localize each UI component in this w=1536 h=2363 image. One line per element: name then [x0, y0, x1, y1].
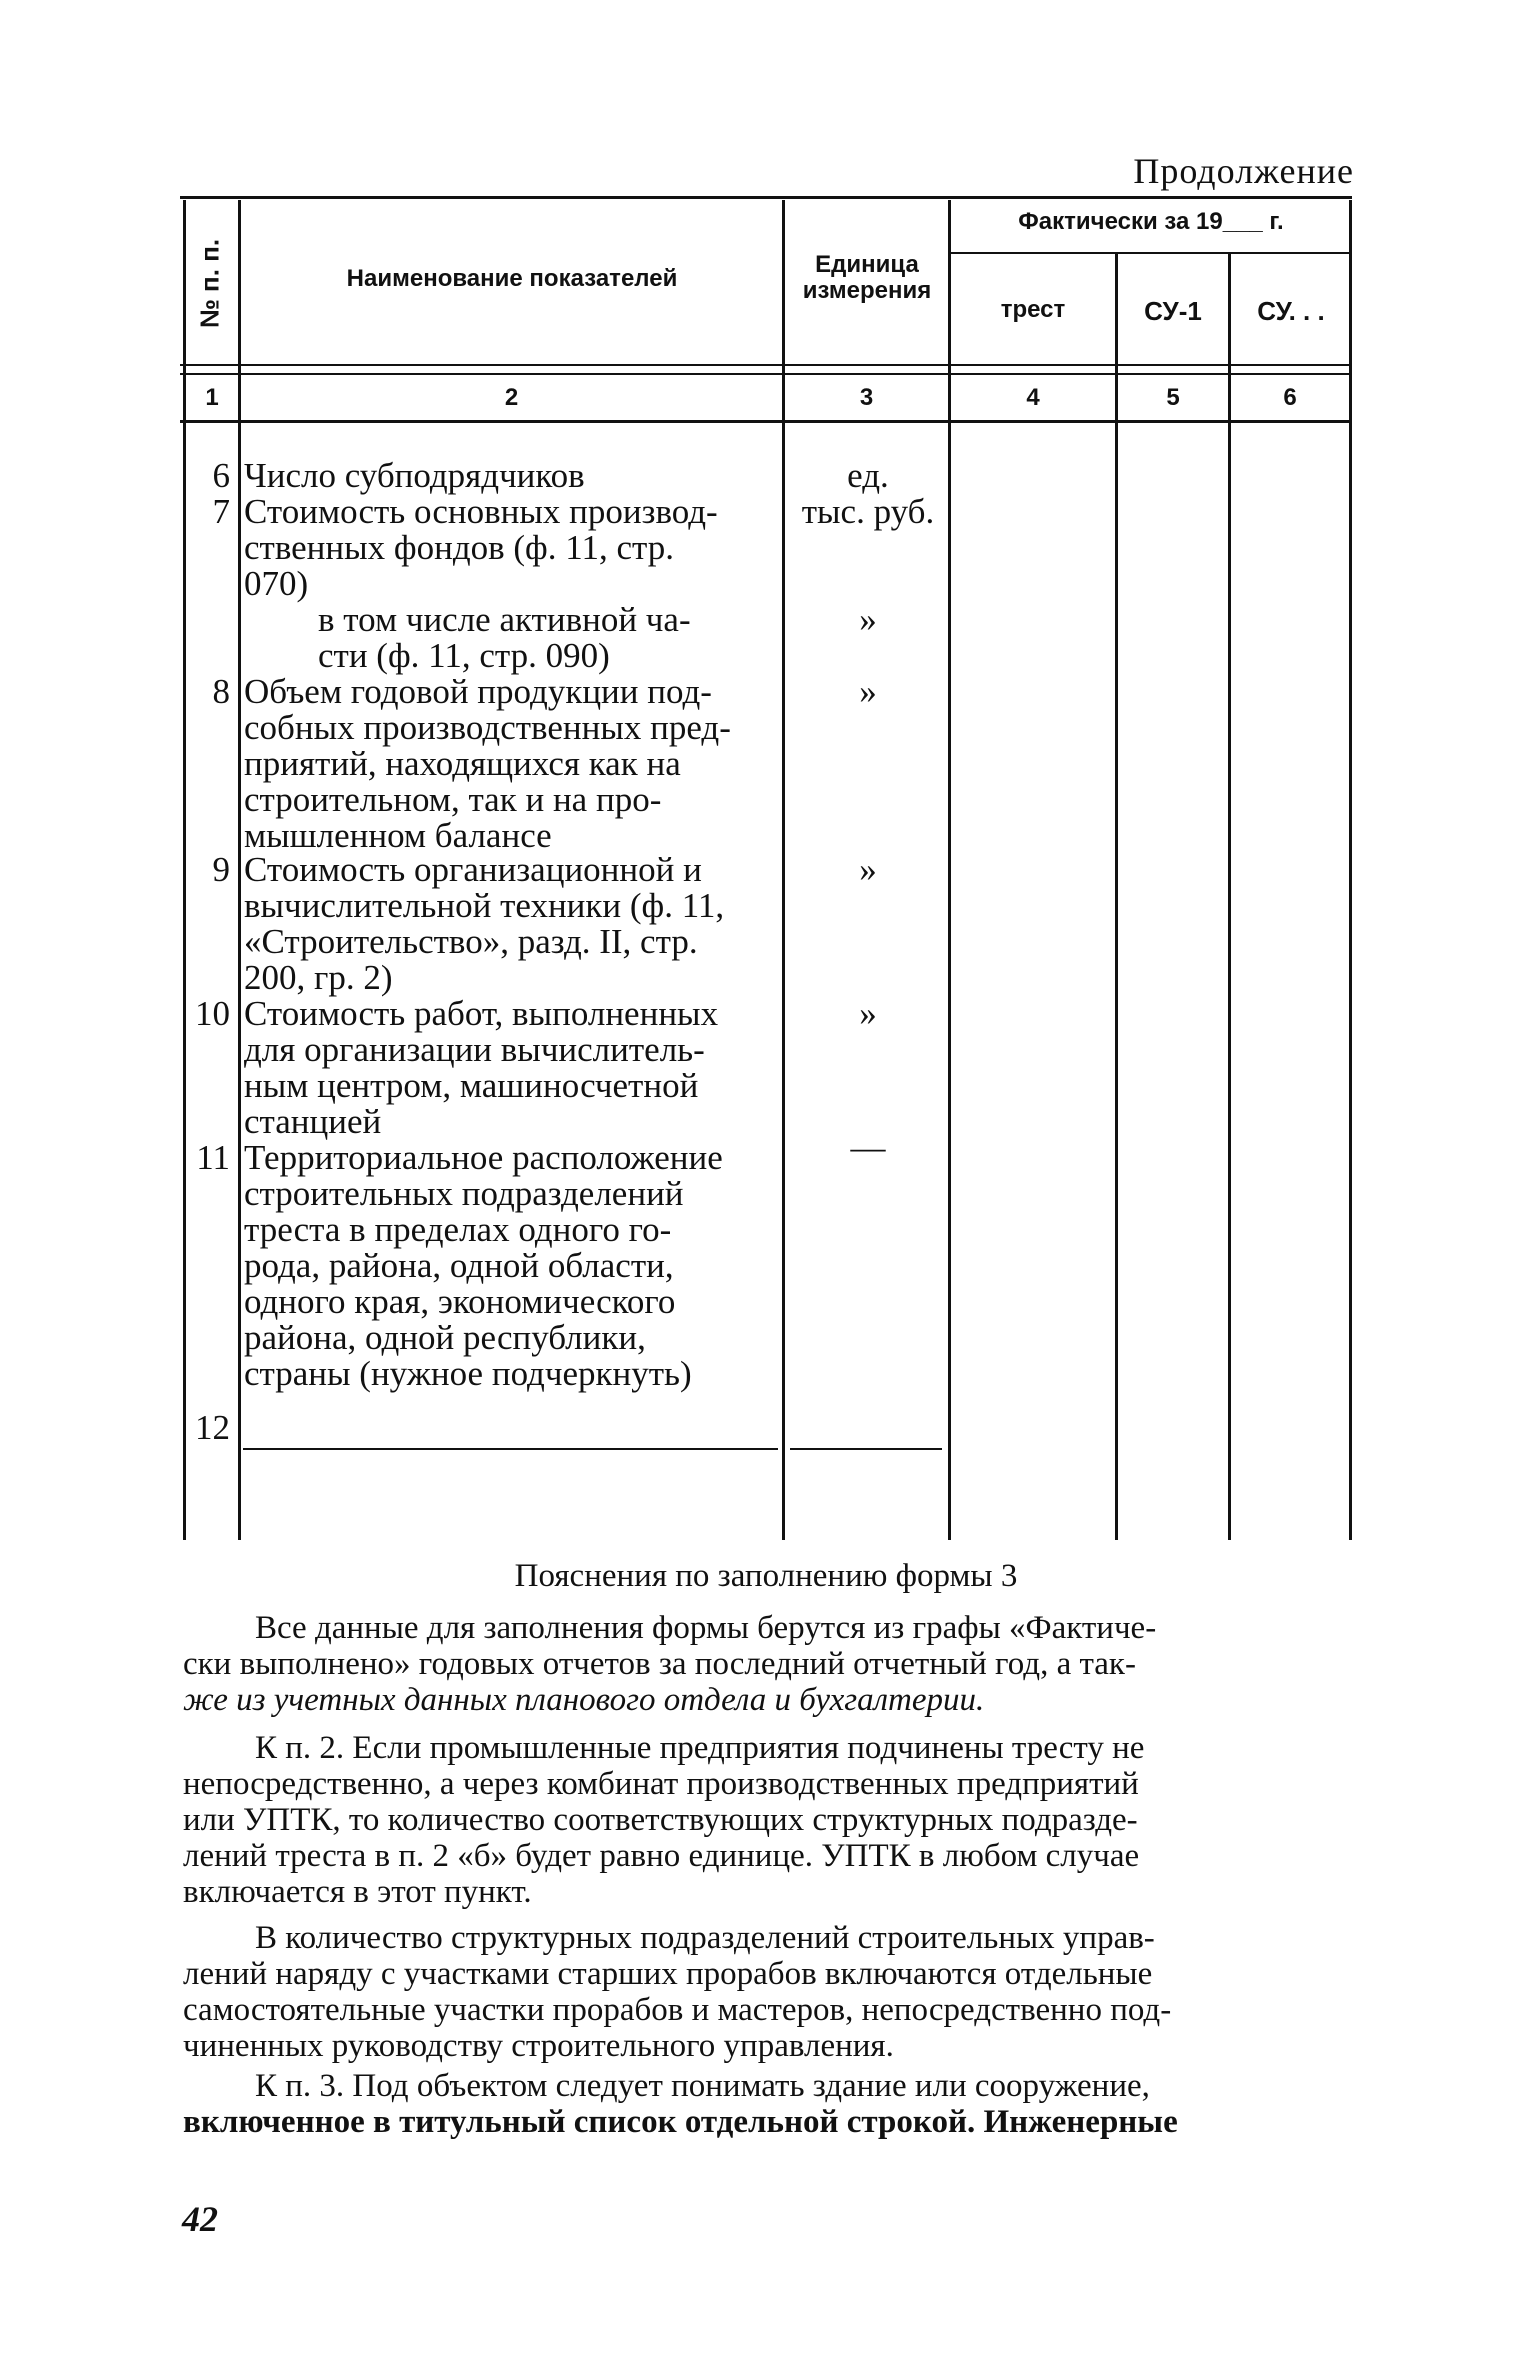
paragraph-line: К п. 2. Если промышленные предприятия подчинены тресту не [255, 1730, 1145, 1766]
row-number: 8 [212, 672, 230, 711]
row-name-line: строительном, так и на про- [244, 780, 662, 819]
row-unit: » [859, 600, 877, 639]
continuation-label: Продолжение [1133, 151, 1354, 191]
row-number: 12 [195, 1408, 230, 1447]
row-name-line: сти (ф. 11, стр. 090) [318, 636, 610, 675]
row-unit: ед. [847, 456, 889, 495]
row-unit: — [850, 1128, 886, 1167]
header-actual: Фактически за 19___ г. [1018, 208, 1284, 235]
row-name-line: ным центром, машиносчетной [244, 1066, 699, 1105]
row-number: 10 [195, 994, 230, 1033]
row-name-line: в том числе активной ча- [318, 600, 691, 639]
col-number-4: 4 [1026, 384, 1040, 411]
row-number: 11 [196, 1138, 230, 1177]
col-number-6: 6 [1283, 384, 1297, 411]
paragraph-line: К п. 3. Под объектом следует понимать здание или сооружение, [255, 2068, 1150, 2104]
row-name-line: собных производственных пред- [244, 708, 731, 747]
row-name-line: станцией [244, 1102, 382, 1141]
paragraph-line: же из учетных данных планового отдела и бухгалтерии. [183, 1682, 985, 1718]
col-number-1: 1 [205, 384, 219, 411]
col-number-3: 3 [859, 384, 874, 411]
header-unit-line2: измерения [802, 277, 932, 304]
explanations-title: Пояснения по заполнению формы 3 [514, 1558, 1018, 1594]
row-name-line: Объем годовой продукции под- [244, 672, 712, 711]
paragraph-line: самостоятельные участки прорабов и мастеров, непосредственно под- [183, 1992, 1172, 2028]
row-unit: » [859, 850, 877, 889]
explanation-paragraph [183, 1730, 1348, 1910]
row-unit: тыс. руб. [801, 492, 935, 531]
header-row-number: № п. п. [194, 238, 225, 329]
explanation-paragraph [183, 1920, 1348, 2064]
row-name-line: 070) [244, 564, 309, 603]
row-number: 9 [212, 850, 230, 889]
row-name-line: Стоимость организационной и [244, 850, 702, 889]
row-name-line: Стоимость работ, выполненных [244, 994, 719, 1033]
explanation-paragraph [183, 1610, 1348, 1718]
row-unit: » [859, 672, 877, 711]
col-number-2: 2 [504, 384, 519, 411]
header-su1: СУ-1 [1144, 296, 1202, 326]
header-unit [786, 252, 948, 304]
paragraph-line: лений наряду с участками старших прорабов включаются отдельные [183, 1956, 1153, 1992]
explanation-paragraph [183, 2068, 1348, 2140]
row-name-line: мышленном балансе [244, 816, 552, 855]
row-name-line: рода, района, одной области, [244, 1246, 674, 1285]
page-number: 42 [182, 2199, 218, 2239]
paragraph-line: В количество структурных подразделений строительных управ- [255, 1920, 1155, 1956]
row-name-line: для организации вычислитель- [244, 1030, 705, 1069]
row-name-line: Число субподрядчиков [244, 456, 585, 495]
row-number: 6 [212, 456, 230, 495]
row-number: 7 [212, 492, 230, 531]
row-name-line: вычислительной техники (ф. 11, [244, 886, 725, 925]
paragraph-line: непосредственно, а через комбинат производственных предприятий [183, 1766, 1139, 1802]
paragraph-line: ски выполнено» годовых отчетов за последний отчетный год, а так- [183, 1646, 1136, 1682]
row-name-line: строительных подразделений [244, 1174, 684, 1213]
row-name-line: ственных фондов (ф. 11, стр. [244, 528, 674, 567]
paragraph-line: лений треста в п. 2 «б» будет равно единице. УПТК в любом случае [183, 1838, 1140, 1874]
row-name-line: «Строительство», разд. II, стр. [244, 922, 698, 961]
paragraph-line: включенное в титульный список отдельной строкой. Инженерные [183, 2104, 1178, 2140]
row-name-line: приятий, находящихся как на [244, 744, 681, 783]
paragraph-line: чиненных руководству строительного управления. [183, 2028, 894, 2064]
col-number-5: 5 [1166, 384, 1180, 411]
header-su-more: СУ. . . [1257, 296, 1325, 326]
paragraph-line: или УПТК, то количество соответствующих структурных подразде- [183, 1802, 1138, 1838]
row-name-line: Стоимость основных производ- [244, 492, 718, 531]
row-unit: » [859, 994, 877, 1033]
row-name-line: Территориальное расположение [244, 1138, 723, 1177]
header-unit-line1: Единица [815, 251, 919, 278]
row-name-line: треста в пределах одного го- [244, 1210, 672, 1249]
paragraph-line: Все данные для заполнения формы берутся из графы «Фактиче- [255, 1610, 1157, 1646]
header-trest: трест [1000, 296, 1066, 323]
row-name-line: 200, гр. 2) [244, 958, 393, 997]
header-indicator-name: Наименование показателей [346, 265, 678, 292]
row-name-line: района, одной республики, [244, 1318, 646, 1357]
row-name-line: страны (нужное подчеркнуть) [244, 1354, 692, 1393]
row-name-line: одного края, экономического [244, 1282, 676, 1321]
paragraph-line: включается в этот пункт. [183, 1874, 532, 1910]
